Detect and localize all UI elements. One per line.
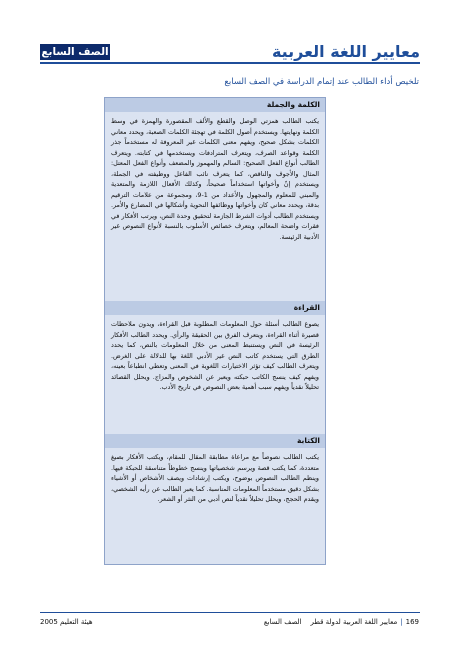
section-reading — [105, 301, 325, 434]
section-body: يكتب الطالب نصوصاً مع مراعاة مطابقة المقال للمقام، ويكتب الأفكار بصيغ متعددة، كما يكتب قصة ويرسم شخصياتها وينسج خطوطاً متناسقة للحبكة فيها. وينظم الطالب النصوص بوضوح، ويكتب إرشادات ويصف الأشخاص أو الأشياء بشكل دقيق مستخدماً المعلومات المناسبة. كما يعبر الطالب عن رأيه الشخصي، ويقدم الحجج، ويحلل تحليلاً نقدياً لنص أدبي من النثر أو الشعر. — [111, 453, 319, 503]
footer-grade: الصف السابع — [263, 618, 302, 626]
section-writing — [105, 434, 325, 547]
section-body: يصوغ الطالب أسئلة حول المعلومات المطلوبة قبل القراءة، ويدون ملاحظات قصيرة أثناء القراءة، ويتعرف الفرق بين الحقيقة والرأي. ويحدد الطالب الأفكار الرئيسة في النص ويستنبط المعنى من خلال المعلومات بالنص، كما يحدد الطرق التي يستخدم كاتب النص غير الأدبي اللغة بها للدلالة على الغرض. ويتعرف الطالب كيف تؤثر الاختيارات اللغوية في المعنى وتعطي انطباعاً بعينه، ويفهم كيف ينسج الكاتب حبكته ويعبر عن الشخوص والمزاج. ويحلل القصائد تحليلاً نقدياً ويفهم سبب أهمية بعض النصوص في تاريخ الأدب. — [111, 320, 319, 391]
section-heading: الكلمة والجملة — [105, 98, 325, 112]
page-number: 169 — [405, 618, 419, 626]
section-word-sentence — [105, 98, 325, 301]
footer-separator: | — [400, 618, 403, 626]
footer-divider — [40, 612, 420, 613]
header-divider — [40, 62, 420, 64]
section-heading: الكتابة — [105, 434, 325, 448]
section-body: يكتب الطالب همزتي الوصل والقطع والألف المقصورة والهمزة في وسط الكلمة ونهايتها. ويستخدم أصول الكلمة في تهجئة الكلمات الصعبة، ويحدد معاني الكلمات بشكل صحيح، ويفهم معنى الكلمات غير المعروفة له مستخدماً جذر الكلمة وقواعد الصرف، ويتعرف المترادفات ويستخدمها في كتابته. ويتعرف الطالب أنواع الفعل الصحيح: السالم والمهموز والمضعف وأنواع الفعل المعتل: المثال والأجوف والناقص، كما يتعرف نائب الفاعل ووظيفته في الجملة، ويستخدم إنّ وأخواتها استخداماً صحيحاً، وكذلك الأفعال اللازمة والمتعدية والمبني للمعلوم والمجهول والأعداد من 1-9، ومجموعة من علامات الترقيم بدقة، ويحدد معاني كان وأخواتها ووظائفها النحوية وأشكالها في المضارع والأمر. ويستخدم الطالب أدوات الشرط الجازمة لتحقيق وحدة النص، ويرتب الأفكار في فقرات واضحة المعالم، ويتعرف خصائص الأسلوب بالنسبة لأنواع النصوص غير الأدبية الرئيسة. — [111, 117, 319, 241]
page-footer — [264, 618, 419, 626]
standards-box — [104, 97, 326, 565]
section-heading: القراءة — [105, 301, 325, 315]
grade-badge: الصف السابع — [41, 46, 109, 58]
footer-publisher: هيئة التعليم 2005 — [40, 618, 93, 626]
footer-book-title: معايير اللغة العربية لدولة قطر — [310, 618, 398, 626]
page-title: معايير اللغة العربية — [271, 42, 420, 61]
page-subtitle: تلخيص أداء الطالب عند إتمام الدراسة في الصف السابع — [224, 77, 419, 87]
page-header — [40, 42, 420, 62]
